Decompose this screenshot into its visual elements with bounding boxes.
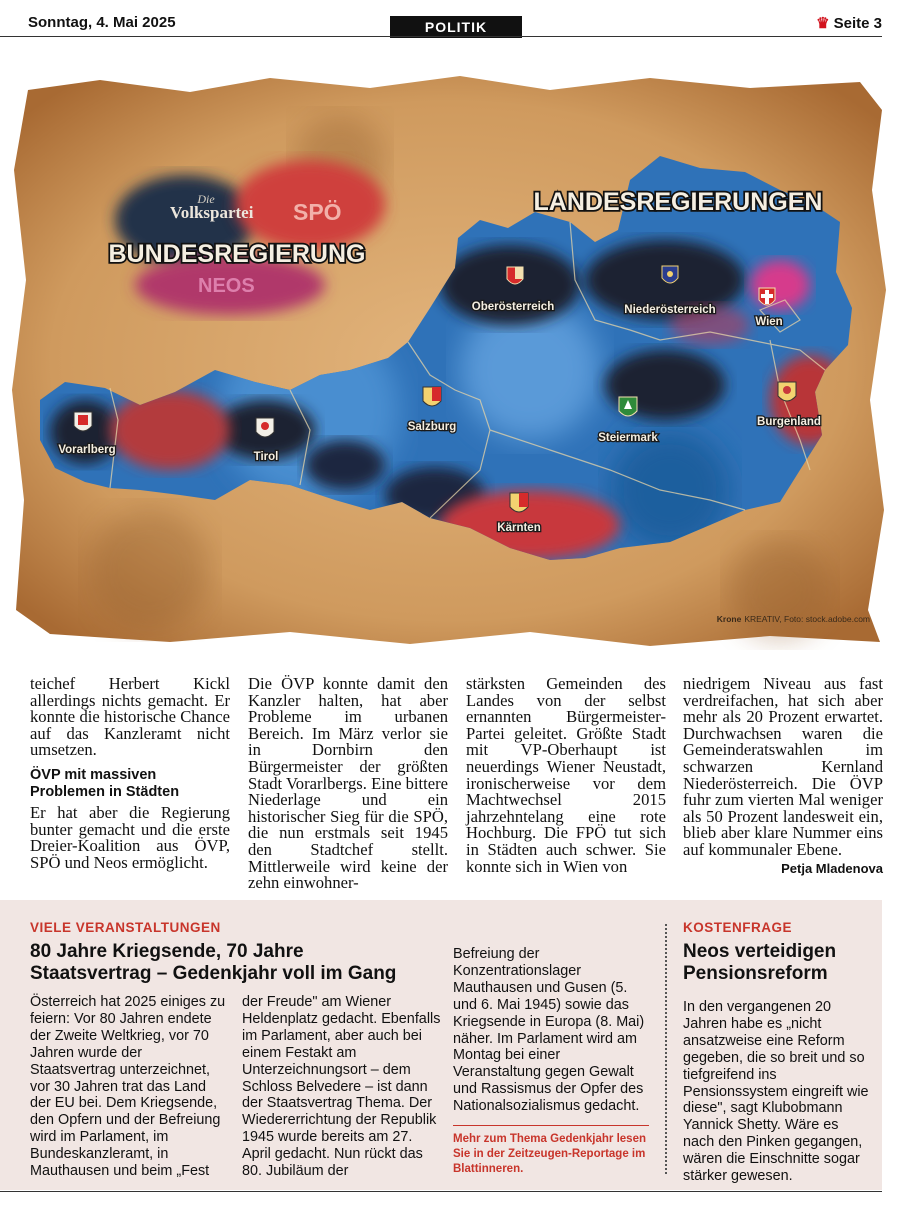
column-divider	[665, 924, 667, 1174]
state-label-burgenland: Burgenland	[757, 416, 821, 428]
vorarlberg-arms-icon	[74, 412, 92, 431]
wien-arms-icon	[759, 288, 775, 305]
article-subheading: ÖVP mit massiven Problemen in Städten	[30, 766, 180, 800]
state-label-kaernten: Kärnten	[497, 522, 541, 534]
crown-icon: ♛	[816, 15, 830, 32]
state-label-wien: Wien	[755, 316, 783, 328]
article-column-3	[466, 676, 666, 875]
article-author: Petja Mladenova	[781, 860, 883, 876]
page-number	[816, 14, 882, 32]
state-label-steiermark: Steiermark	[598, 432, 658, 444]
article-paragraph: Die ÖVP konnte damit den Kanzler halten, hat aber Probleme im urbanen Bereich. Im März verlor sie in Dornbirn den Bürgermeister der größten Stadt Vorarlbergs. Eine bittere Niederlage und ein historischer Sieg für die SPÖ, die nun erstmals seit 1945 den Stadtchef stellt. Mittlerweile wird keine der zehn einwohner-	[248, 674, 449, 893]
page-number-text: Seite 3	[833, 15, 882, 32]
state-label-salzburg: Salzburg	[407, 421, 457, 433]
image-credit	[717, 614, 870, 624]
pension-headline: Neos verteidigen Pensionsreform	[683, 941, 837, 984]
article-paragraph: teichef Herbert Kickl allerdings nichts gemacht. Er konnte die historische Chance auf das Kanzleramt nicht umsetzen.	[30, 674, 230, 760]
state-label-oberoesterreich: Oberösterreich	[471, 301, 555, 313]
niederoesterreich-arms-icon	[662, 266, 678, 283]
kaernten-arms-icon	[510, 493, 528, 512]
issue-date: Sonntag, 4. Mai 2025	[28, 14, 176, 31]
pension-story	[683, 920, 873, 1185]
tirol-arms-icon	[256, 418, 274, 437]
story-column-3-wrap	[453, 946, 649, 1177]
article-paragraph: niedrigem Niveau aus fast verdreifachen, hat sich aber mehr als 20 Prozent erwartet. Durchwachsen waren die Gemeinderatswahlen im schwarzen Kernland Niederösterreich. Die ÖVP fuhr zum vierten Mal weniger als 50 Prozent landesweit ein, blieb aber klare Nummer eins auf kommunaler Ebene.	[683, 674, 883, 859]
story-headline: 80 Jahre Kriegsende, 70 Jahre Staatsvertrag – Gedenkjahr voll im Gang	[30, 941, 397, 984]
article-paragraph: stärksten Gemeinden des Landes von der selbst ernannten Bürgermeister-Partei geleitet. Größte Stadt mit VP-Oberhaupt ist neuerdings Wiener Neustadt, ironischerweise vor dem Machtwechsel 2015 jahrzehntelang eine rote Hochburg. Die FPÖ tut sich in Städten auch schwer. Sie konnte sich in Wien von	[466, 674, 666, 876]
salzburg-arms-icon	[423, 387, 441, 406]
article-column-4	[683, 676, 883, 877]
state-label-vorarlberg: Vorarlberg	[58, 444, 116, 456]
austria-government-map	[10, 70, 890, 650]
pension-kicker: KOSTENFRAGE	[683, 920, 793, 935]
federal-government-title: BUNDESREGIERUNG	[108, 240, 366, 268]
state-label-tirol: Tirol	[253, 451, 279, 463]
info-box	[0, 900, 882, 1190]
state-label-niederoesterreich: Niederösterreich	[624, 304, 716, 316]
story-column-1: Österreich hat 2025 einiges zu feiern: Vor 80 Jahren endete der Zweite Weltkrieg, vor 70 Jahren wurde der Staatsvertrag unterzeichnet, vor 30 Jahren trat das Land der EU bei. Dem Kriegsende, den Opfern und der Befreiung wird im Parlament, im Bundeskanzleramt, in Mauthausen und beim „Fest	[30, 994, 226, 1180]
oevp-logo: Volkspartei	[170, 203, 254, 222]
header-rule	[0, 36, 882, 37]
article-column-1	[30, 676, 230, 871]
state-governments-title: LANDESREGIERUNGEN	[533, 188, 823, 216]
story-column-2: der Freude" am Wiener Heldenplatz gedacht. Ebenfalls im Parlament, aber auch bei einem Festakt am Unterzeichnungsort – dem Schloss Belvedere – ist dann der Staatsvertrag Thema. Der Wiedererrichtung der Republik 1945 wurde bereits am 27. April gedacht. Nun rückt das 80. Jubiläum der	[242, 994, 441, 1180]
story-note: Mehr zum Thema Gedenkjahr lesen Sie in der Zeitzeugen-Reportage im Blattinneren.	[453, 1133, 647, 1176]
story-kicker: VIELE VERANSTALTUNGEN	[30, 920, 221, 935]
article-column-2	[248, 676, 448, 892]
spoe-logo: SPÖ	[293, 199, 342, 225]
pension-text: In den vergangenen 20 Jahren habe es „nicht ansatzweise eine Reform gegeben, die so breit und so tiefgreifend ins Pensionssystem eingreift wie diese", sagt Klubobmann Yannick Shetty. Wäre es nach den Pinken gegangen, wären die Einschnitte sogar stärker gewesen.	[683, 999, 869, 1185]
credit-text: KREATIV, Foto: stock.adobe.com	[744, 614, 870, 624]
note-rule	[453, 1125, 649, 1126]
steiermark-arms-icon	[619, 397, 637, 416]
article-paragraph: Er hat aber die Regierung bunter gemacht und die erste Dreier-Koalition aus ÖVP, SPÖ und Neos ermöglicht.	[30, 802, 230, 872]
section-label: POLITIK	[390, 16, 522, 38]
page-header	[0, 0, 900, 40]
credit-brand: Krone	[716, 614, 742, 624]
story-column-3: Befreiung der Konzentrationslager Mauthausen und Gusen (5. und 6. Mai 1945) sowie das Kriegsende in Europa (8. Mai) näher. Im Parlament wird am Montag bei einer Veranstaltung gegen Gewalt und Rassismus der Opfer des Nationalsozialismus gedacht.	[453, 946, 645, 1115]
oevp-logo-small: Die	[197, 192, 215, 206]
burgenland-arms-icon	[778, 382, 796, 401]
neos-logo: NEOS	[198, 275, 255, 297]
oberoesterreich-arms-icon	[507, 267, 523, 284]
map-svg	[10, 70, 890, 650]
footer-rule	[0, 1191, 882, 1192]
